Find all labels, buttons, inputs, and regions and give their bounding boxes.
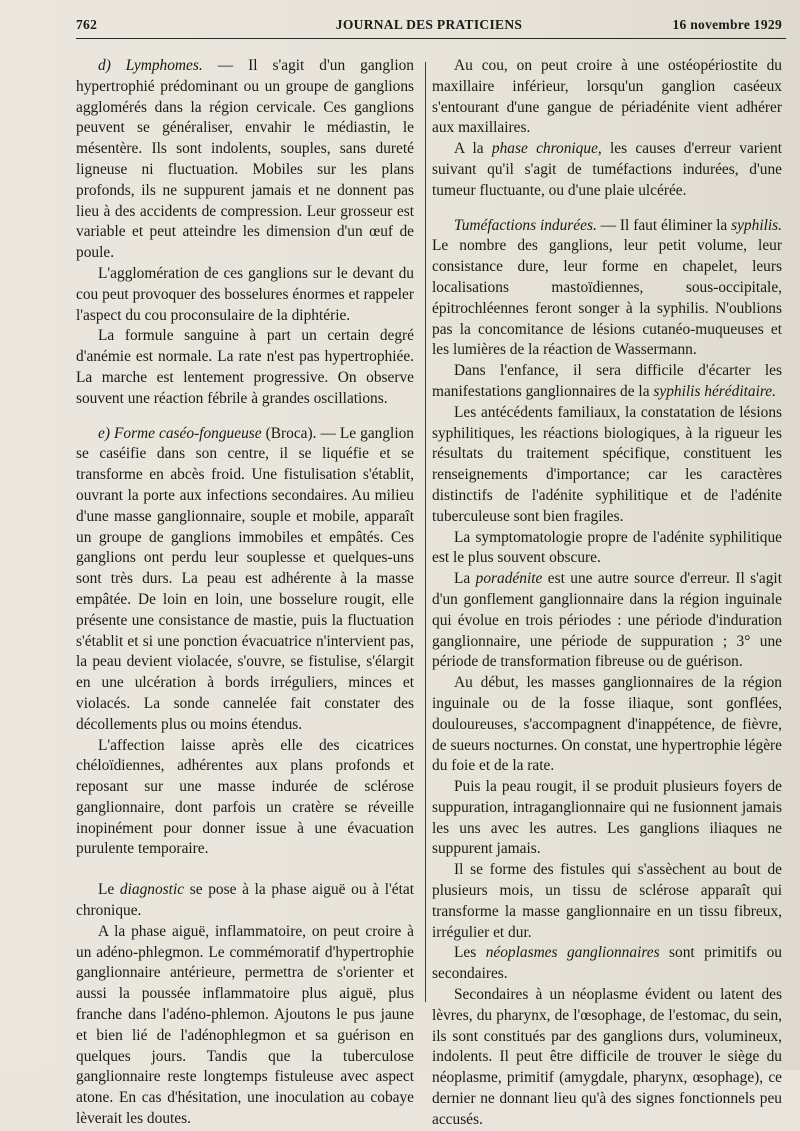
- term-diagnostic: diagnostic: [119, 881, 185, 899]
- section-heading-lymphomes: d) Lymphomes.: [98, 57, 203, 74]
- left-column: [76, 56, 414, 1130]
- journal-title: JOURNAL DES PRATICIENS: [335, 17, 523, 32]
- paragraph: Secondaires à un néoplasme évident ou latent des lèvres, du pharynx, de l'œsophage, de l'estomac, du sein, ils sont constitués par des ganglions durs, volumineux, indolents. Il peut être difficile de trouver le siège du néoplasme, primitif (amygdale, pharynx, œsophage), ce dernier ne donnant lieu qu'à des signes fonctionnels peu accusés.: [432, 986, 782, 1128]
- paragraph-neoplasmes: Les néoplasmes ganglionnaires sont primitifs ou secondaires.: [432, 944, 783, 983]
- paragraph: La formule sanguine à part un certain degré d'anémie est normale. La rate n'est pas hypertrophiée. La marche est lentement progressive. On observe souvent une réaction fébrile à grandes oscillations.: [76, 327, 414, 407]
- right-column: [432, 56, 782, 1131]
- term-neoplasmes: néoplasmes ganglionnaires: [485, 944, 660, 962]
- paragraph: La symptomatologie propre de l'adénite syphilitique est le plus souvent obscure.: [432, 528, 782, 567]
- paragraph: Au cou, on peut croire à une ostéopériostite du maxillaire inférieur, lorsqu'un ganglion caséeux s'entourant d'une gangue de périadénite vient adhérer aux maxillaires.: [432, 57, 782, 137]
- column-divider: [425, 62, 426, 1002]
- paragraph: Au début, les masses ganglionnaires de la région inguinale ou de la fosse iliaque, sont gonflées, douloureuses, s'accompagnent d'inappétence, de fièvre, de sueurs nocturnes. On constat, une hypertrophie légère du foie et de la rate.: [432, 674, 782, 775]
- paragraph: Puis la peau rougit, il se produit plusieurs foyers de suppuration, intraganglionnaire qui ne fusionnent jamais les uns avec les autres. Les ganglions iliaques ne suppurent jamais.: [432, 778, 782, 858]
- paragraph-syphilis-hereditaire: Dans l'enfance, il sera difficile d'écarter les manifestations ganglionnaires de la syphilis héréditaire.: [432, 362, 782, 400]
- term-syphilis-hereditaire: syphilis héréditaire.: [653, 382, 776, 400]
- section-heading-forme: e) Forme caséo-fongueuse: [98, 424, 262, 442]
- paragraph: Il se forme des fistules qui s'assèchent au bout de plusieurs mois, un tissu de sclérose apparaît qui transforme la masse ganglionnaire en un tissu fibreux, irrégulier et dur.: [432, 861, 782, 941]
- issue-date: 16 novembre 1929: [672, 17, 782, 32]
- paragraph: L'affection laisse après elle des cicatrices chéloïdiennes, adhérentes aux plans profonds et reposant sur une masse indurée de sclérose ganglionnaire, dont parfois un cratère se réveille inopinément pour donner issue à une évacuation purulente temporaire.: [76, 736, 414, 858]
- section-heading-tumefactions: Tuméfactions indurées.: [454, 216, 597, 234]
- paragraph: A la phase aiguë, inflammatoire, on peut croire à un adéno-phlegmon. Le commémoratif d'hypertrophie ganglionnaire antérieure, permettra de s'orienter et aussi la poussée inflammatoire plus aiguë, plus franche dans l'adéno-phlemon. Ajoutons le pus jaune et bien lié de l'adénophlegmon et sa guérison en quelques jours. Tandis que la tuberculose ganglionnaire reste longtemps fistuleuse avec aspect atone. En cas d'hésitation, une inoculation au cobaye lèverait les doutes.: [76, 922, 414, 1128]
- term-phase-chronique: phase chronique: [491, 140, 598, 158]
- paragraph-phase-chronique: A la phase chronique, les causes d'erreur varient suivant qu'il s'agit de tuméfactions indurées, d'une tumeur fluctuante, ou d'une plaie ulcérée.: [432, 140, 782, 199]
- term-poradenite: poradénite: [475, 570, 543, 588]
- paragraph-forme-caseo-fongueuse: e) Forme caséo-fongueuse (Broca). — Le ganglion se caséifie dans son centre, il se liquéfie et se transforme en abcès froid. Une fistulisation s'établit, ouvrant la porte aux infections secondaires. Au milieu d'une masse ganglionnaire, souple et mobile, apparaît un groupe de ganglions immobiles et empâtés. Ces ganglions ont perdu leur souplesse et quelques-uns sont très durs. La peau est adhérente à la masse empâtée. De loin en loin, une bosselure rougit, elle présente une consistance de mastie, puis la fluctuation s'établit et si une ponction évacuatrice n'intervient pas, la peau devient violacée, s'ouvre, se fistulise, s'élargit en une ulcération à bords irréguliers, minces et violacés. La sonde cannelée fait constater des décollements plus ou moins étendus.: [76, 424, 414, 733]
- paragraph-poradenite: La poradénite est une autre source d'erreur. Il s'agit d'un gonflement ganglionnaire dans la région inguinale qui évolue en trois périodes : une période d'induration ganglionnaire, une période de suppuration ; 3° une période de transformation fibreuse ou de guérison.: [432, 570, 782, 671]
- page-number: 762: [76, 17, 98, 32]
- page-header: [76, 17, 782, 39]
- paragraph-lymphomes: d) Lymphomes. — Il s'agit d'un ganglion hypertrophié prédominant ou un groupe de ganglions agglomérés dans la région cervicale. Ces ganglions peuvent se généraliser, envahir le médiastin, le mésentère. Ils sont indolents, souples, sans dureté ligneuse ni fluctuation. Mobiles sur les plans profonds, ils ne suppurent jamais et ne donnent pas lieu à des accidents de compression. Leur grosseur est variable et peut atteindre les dimension d'un œuf de poule.: [76, 57, 415, 262]
- author-reference: (Broca).: [261, 424, 317, 442]
- header-rule: [76, 38, 786, 39]
- paragraph-tumefactions-indurees: Tuméfactions indurées. — Il faut éliminer la syphilis. Le nombre des ganglions, leur petit volume, leur consistance dure, leur forme en chapelet, leurs localisations mastoïdiennes, sous-occipitale, épitrochléennes feront songer à la syphilis. N'oublions pas la concomitance de lésions cutanéo-muqueuses et les lumières de la réaction de Wassermann.: [432, 216, 782, 359]
- paragraph: Les antécédents familiaux, la constatation de lésions syphilitiques, les réactions biologiques, à la rigueur les résultats du traitement spécifique, constituent les renseignements d'importance; car les caractères distinctifs de l'adénite syphilitique et de l'adénite tuberculeuse sont bien fragiles.: [432, 403, 782, 525]
- paragraph-diagnostic: Le diagnostic se pose à la phase aiguë ou à l'état chronique.: [76, 881, 414, 920]
- term-syphilis: syphilis.: [731, 216, 782, 234]
- paragraph: L'agglomération de ces ganglions sur le devant du cou peut provoquer des bosselures énormes et rappeler l'aspect du cou proconsulaire de la diphtérie.: [76, 264, 414, 324]
